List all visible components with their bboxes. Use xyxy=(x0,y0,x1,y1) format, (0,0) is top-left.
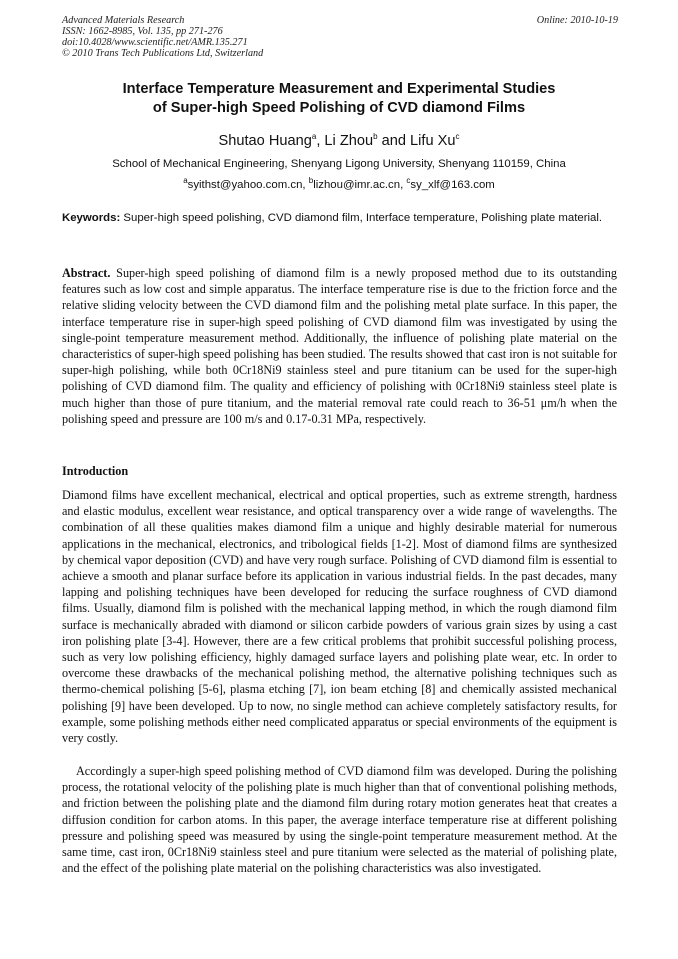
issn-line: ISSN: 1662-8985, Vol. 135, pp 271-276 xyxy=(62,26,223,37)
abstract xyxy=(62,265,617,427)
author-1-affil-mark: a xyxy=(311,132,317,142)
email-1: syithst@yahoo.com.cn, xyxy=(187,179,309,191)
copyright-line: © 2010 Trans Tech Publications Ltd, Switzerland xyxy=(62,48,264,59)
author-3: Lifu Xu xyxy=(410,133,456,149)
email-mark-a: a xyxy=(183,176,188,186)
introduction-paragraph-1: Diamond films have excellent mechanical, electrical and optical properties, such as extreme strength, hardness and elastic modulus, excellent wear resistance, and optical transparency over a wide range of wavelengths. The combination of all these qualities makes diamond film a unique and highly desirable material for numerous applications in the mechanical, electronics, and tribological fields [1-2]. Most of diamond films are synthesized by chemical vapor deposition (CVD) and have very rough surface. Polishing of CVD diamond film is essential to achieve a smooth and planar surface before its application in various industrial fields. In the past decades, many lapping and polishing techniques have been developed for reducing the surface roughness of CVD diamond films. Usually, diamond film is polished with the mechanical lapping method, in which the rough diamond film surface is mechanically abraded with diamond or silicon carbide powders of various grain sizes by using a cast iron polishing plate [3-4]. However, there are a few critical problems that prohibit successful polishing process, such as very low polishing efficiency, highly damaged surface layers and polishing plate wear, etc. In order to overcome these drawbacks of the mechanical polishing method, the alternative polishing techniques such as thermo-chemical polishing [5-6], plasma etching [7], ion beam etching [8] and chemically assisted mechanical polishing [9] have been developed. Up to now, no single method can achieve completely satisfactory results, for example, some polishing methods either need complicated apparatus or special environments of the equipment is very costly. xyxy=(62,488,617,746)
online-date: Online: 2010-10-19 xyxy=(536,15,618,26)
abstract-text: Super-high speed polishing of diamond film is a newly proposed method due to its outstanding features such as low cost and simple apparatus. The interface temperature rise is due to the friction force and the relative sliding velocity between the CVD diamond film and the polishing metal plate surface. In this paper, the interface temperature rise in super-high speed polishing of CVD diamond film was investigated by using the single-point temperature measurement method. Additionally, the influence of polishing plate material on the characteristics of super-high speed polishing has been studied. The results showed that cast iron is not suitable for super-high polishing, while both 0Cr18Ni9 stainless steel and pure titanium can be used for the super-high polishing of CVD diamond film. The quality and efficiency of polishing with 0Cr18Ni9 stainless steel plate is much higher than those of pure titanium, and the material removal rate could reach to 36-51 μm/h when the polishing speed and pressure are 100 m/s and 0.17-0.31 MPa, respectively. xyxy=(62,266,617,426)
author-2-affil-mark: b xyxy=(373,132,378,142)
author-1: Shutao Huang xyxy=(218,133,312,149)
introduction-paragraph-2: Accordingly a super-high speed polishing method of CVD diamond film was developed. During the polishing process, the rotational velocity of the polishing plate is much higher than that of conventional polishing methods, and friction between the polishing plate and the diamond film during rotary motion generates heat that creates a diffusion condition for carbon atoms. In this paper, the average interface temperature rise at different polishing pressure and polishing speed was measured by using the single-point temperature measurement method. At the same time, cast iron, 0Cr18Ni9 stainless steel and pure titanium were selected as the material of polishing plate, and the effect of the polishing plate material on the polishing characteristics was also investigated. xyxy=(62,764,617,876)
abstract-label: Abstract. xyxy=(62,266,111,280)
keywords xyxy=(62,211,617,227)
journal-header xyxy=(62,15,618,59)
author-list xyxy=(40,132,638,150)
keywords-label: Keywords: xyxy=(62,212,121,224)
author-2: Li Zhou xyxy=(324,133,374,149)
title-line-1: Interface Temperature Measurement and Experimental Studies xyxy=(122,81,556,97)
email-3: sy_xlf@163.com xyxy=(410,179,495,191)
author-3-affil-mark: c xyxy=(455,132,460,142)
doi-line: doi:10.4028/www.scientific.net/AMR.135.271 xyxy=(62,37,248,48)
journal-name: Advanced Materials Research xyxy=(62,15,185,26)
keywords-text: Super-high speed polishing, CVD diamond film, Interface temperature, Polishing plate material. xyxy=(120,212,603,224)
email-2: lizhou@imr.ac.cn, xyxy=(313,179,407,191)
paper-title xyxy=(40,80,638,118)
author-separator: and xyxy=(377,133,411,149)
title-line-2: of Super-high Speed Polishing of CVD diamond Films xyxy=(152,100,526,116)
section-heading-introduction: Introduction xyxy=(62,464,129,478)
author-emails xyxy=(40,178,638,192)
author-separator: , xyxy=(316,133,325,149)
affiliation: School of Mechanical Engineering, Shenyang Ligong University, Shenyang 110159, China xyxy=(112,158,566,170)
email-mark-c: c xyxy=(406,176,411,186)
email-mark-b: b xyxy=(308,176,314,186)
